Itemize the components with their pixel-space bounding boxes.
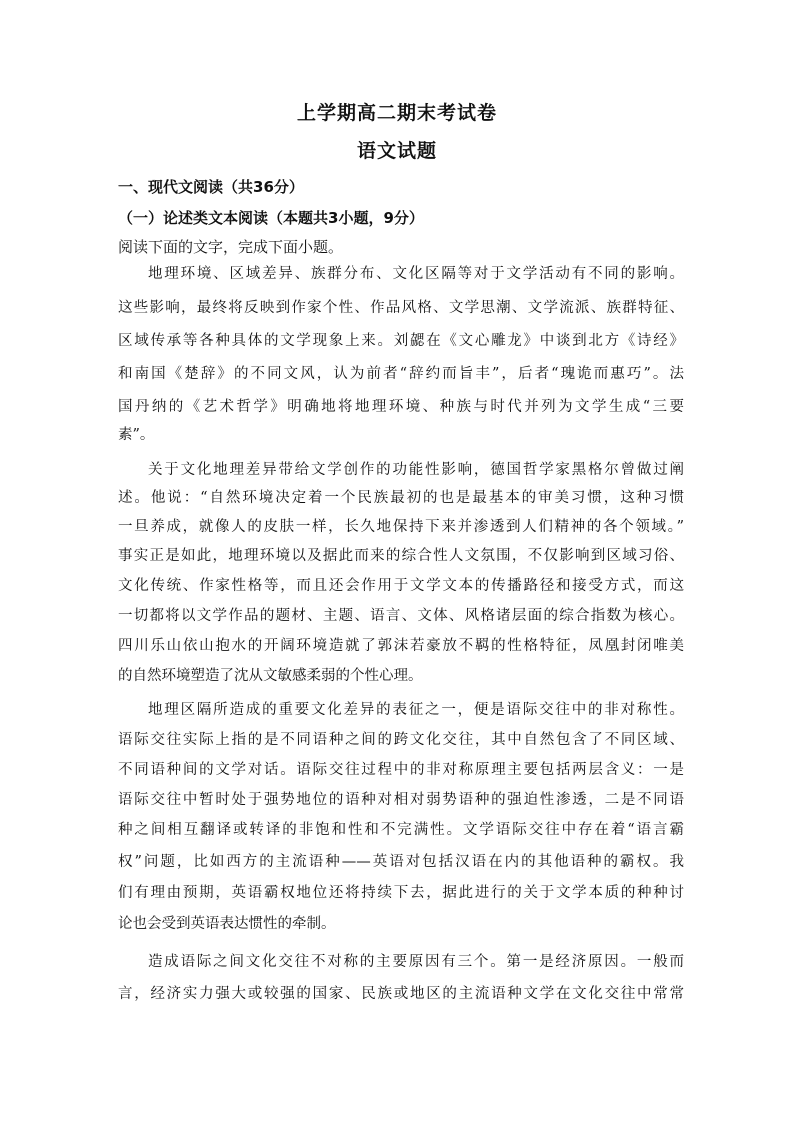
text-line: 地理环境、区域差异、族群分布、文化区隔等对于文学活动有不同的影响。 [148,266,684,282]
document-subtitle: 语文试题 [356,140,437,162]
text-line: 文化传统、作家性格等，而且还会作用于文学文本的传播路径和接受方式，而这 [118,578,684,594]
text-line: 关于文化地理差异带给文学创作的功能性影响，德国哲学家黑格尔曾做过阐 [148,462,684,478]
text-line: 四川乐山依山抱水的开阔环境造就了郭沫若豪放不羁的性格特征，凤凰封闭唯美 [118,638,684,654]
text-line: 造成语际之间文化交往不对称的主要原因有三个。第一是经济原因。一般而 [148,954,684,970]
document-title: 上学期高二期末考试卷 [296,102,497,124]
text-line: 语际交往中暂时处于强势地位的语种对相对弱势语种的强迫性渗透，二是不同语 [118,792,684,808]
subsection-heading: （一）论述类文本阅读（本题共3小题，9分） [118,209,424,227]
text-line: 的自然环境塑造了沈从文敏感柔弱的个性心理。 [118,668,423,684]
text-line: 权”问题，比如西方的主流语种——英语对包括汉语在内的其他语种的霸权。我 [118,854,684,870]
text-line: 种之间相互翻译或转译的非饱和性和不完满性。文学语际交往中存在着“语言霸 [118,822,684,838]
text-line: 事实正是如此，地理环境以及据此而来的综合性人文氛围，不仅影响到区域习俗、 [118,548,684,564]
text-line: 论也会受到英语表达惯性的牵制。 [118,916,336,932]
text-line: 和南国《楚辞》的不同文风，认为前者“辞约而旨丰”，后者“瑰诡而惠巧”。法 [118,366,684,382]
text-line: 国丹纳的《艺术哲学》明确地将地理环境、种族与时代并列为文学生成“三要 [118,399,684,415]
text-line: 一切都将以文学作品的题材、主题、语言、文体、风格诸层面的综合指数为核心。 [118,608,684,624]
text-line: 一旦养成，就像人的皮肤一样，长久地保持下来并渗透到人们精神的各个领域。” [118,519,684,535]
text-line: 这些影响，最终将反映到作家个性、作品风格、文学思潮、文学流派、族群特征、 [118,300,684,316]
text-line: 素”。 [118,427,155,443]
text-line: 言，经济实力强大或较强的国家、民族或地区的主流语种文学在文化交往中常常 [118,986,684,1002]
text-line: 述。他说：“自然环境决定着一个民族最初的也是最基本的审美习惯，这种习惯 [118,490,684,506]
text-line: 区域传承等各种具体的文学现象上来。刘勰在《文心雕龙》中谈到北方《诗经》 [118,333,684,349]
text-line: 语际交往实际上指的是不同语种之间的跨文化交往，其中自然包含了不同区域、 [118,732,684,748]
text-line: 们有理由预期，英语霸权地位还将持续下去，据此进行的关于文学本质的种种讨 [118,885,684,901]
text-line: 地理区隔所造成的重要文化差异的表征之一，便是语际交往中的非对称性。 [148,702,684,718]
section-heading: 一、现代文阅读（共36分） [118,178,304,196]
reading-instruction: 阅读下面的文字，完成下面小题。 [118,238,344,256]
text-line: 不同语种间的文学对话。语际交往过程中的非对称原理主要包括两层含义：一是 [118,762,684,778]
